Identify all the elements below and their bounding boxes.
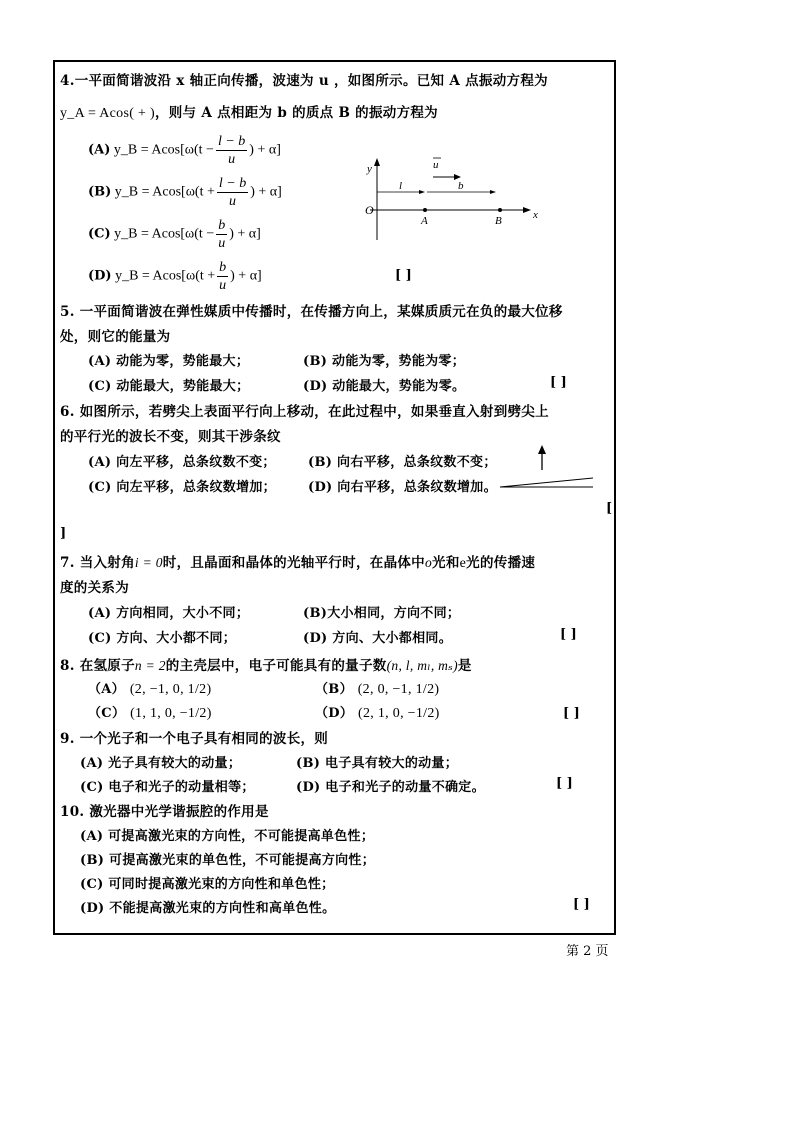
- q4-wave-diagram: [355, 150, 555, 250]
- b-arrowhead: [490, 190, 496, 194]
- wedge-top-plate: [500, 478, 593, 487]
- q6-line1: 6. 如图所示，若劈尖上表面平行向上移动，在此过程中，如果垂直入射到劈尖上: [60, 404, 549, 420]
- q7-line1: 7. 当入射角i = 0时，且晶面和晶体的光轴平行时，在晶体中o光和e光的传播速: [60, 555, 536, 571]
- upward-arrowhead: [538, 445, 546, 454]
- fraction: $\frac{b}{u}$: [218, 218, 226, 251]
- fraction: $\frac{l - b}{u}$: [218, 176, 247, 209]
- q9-option-c[interactable]: (C) 电子和光子的动量相等；: [80, 780, 255, 795]
- a-label: A: [421, 215, 428, 227]
- q7-option-c[interactable]: (C) 方向、大小都不同；: [88, 631, 237, 646]
- q5-option-d[interactable]: (D) 动能最大，势能为零。: [303, 379, 466, 394]
- q8-answer-bracket[interactable]: [ ]: [563, 706, 580, 721]
- q6-line2: 的平行光的波长不变，则其干涉条纹: [60, 429, 281, 445]
- q8-option-c[interactable]: （C） (1, 1, 0, −1/2): [88, 706, 212, 721]
- q5-line1: 5. 一平面简谐波在弹性媒质中传播时，在传播方向上，某媒质质元在负的最大位移: [60, 304, 563, 320]
- q4-option-c[interactable]: (C) y_B = Acos[ω(t − $\frac{b}{u}$ ) + α]: [88, 218, 261, 251]
- q7-answer-bracket[interactable]: [ ]: [560, 627, 577, 642]
- q9-option-b[interactable]: (B) 电子具有较大的动量；: [296, 756, 459, 771]
- q7-line2: 度的关系为: [60, 580, 129, 596]
- q4-option-b[interactable]: (B) y_B = Acos[ω(t + $\frac{l - b}{u}$ ) + α]: [88, 176, 282, 209]
- q10-line1: 10. 激光器中光学谐振腔的作用是: [60, 804, 269, 820]
- q6-option-d[interactable]: (D) 向右平移，总条纹数增加。: [308, 480, 497, 495]
- x-label: x: [533, 209, 538, 221]
- q7-option-d[interactable]: (D) 方向、大小都相同。: [303, 631, 453, 646]
- fraction: $\frac{b}{u}$: [219, 260, 227, 293]
- q4-line2-text: ，则与 A 点相距为 b 的质点 B 的振动方程为: [154, 105, 438, 121]
- e-ray: e: [459, 556, 467, 571]
- y-label: y: [367, 163, 372, 175]
- q9-answer-bracket[interactable]: [ ]: [556, 776, 573, 791]
- q5-line2: 处，则它的能量为: [60, 329, 171, 345]
- q5-option-b[interactable]: (B) 动能为零，势能为零；: [303, 354, 466, 369]
- q7-option-a[interactable]: (A) 方向相同，大小不同；: [88, 606, 250, 621]
- q10-option-b[interactable]: (B) 可提高激光束的单色性，不可能提高方向性；: [80, 853, 376, 868]
- u-label: u: [433, 159, 439, 171]
- l-label: l: [399, 180, 403, 192]
- q9-option-d[interactable]: (D) 电子和光子的动量不确定。: [296, 780, 485, 795]
- q10-option-a[interactable]: (A) 可提高激光束的方向性，不可能提高单色性；: [80, 829, 375, 844]
- q4-line1: 4.一平面简谐波沿 x 轴正向传播，波速为 u ，如图所示。已知 A 点振动方程为: [60, 73, 548, 89]
- q4-line2: [60, 101, 438, 122]
- fraction: $\frac{l - b}{u}$: [217, 134, 246, 167]
- q4-answer-bracket[interactable]: [ ]: [395, 268, 412, 283]
- q10-option-c[interactable]: (C) 可同时提高激光束的方向性和单色性；: [80, 877, 335, 892]
- point-a: [423, 208, 427, 212]
- q8-option-b[interactable]: （B） (2, 0, −1, 1/2): [315, 682, 440, 697]
- q6-bracket-open[interactable]: [: [606, 501, 613, 516]
- q4-option-a[interactable]: (A) y_B = Acos[ω(t − $\frac{l - b}{u}$ ) + α]: [88, 134, 281, 167]
- b-label: b: [458, 180, 464, 192]
- q4-option-d[interactable]: (D) y_B = Acos[ω(t + $\frac{b}{u}$ ) + α]: [88, 260, 262, 293]
- q10-answer-bracket[interactable]: [ ]: [573, 897, 590, 912]
- l-arrowhead: [419, 190, 425, 194]
- y-axis-arrow: [374, 158, 380, 166]
- q9-line1: 9. 一个光子和一个电子具有相同的波长，则: [60, 731, 329, 747]
- q8-line1: 8. 在氢原子n = 2的主壳层中，电子可能具有的量子数(n, l, mₗ, mₛ)是: [60, 658, 472, 674]
- origin-label: O: [365, 203, 374, 217]
- b-point-label: B: [495, 215, 502, 227]
- q6-wedge-diagram: [495, 440, 600, 495]
- quantum-numbers: (n, l, mₗ, mₛ): [386, 658, 458, 673]
- q10-option-d[interactable]: (D) 不能提高激光束的方向性和高单色性。: [80, 901, 336, 916]
- q5-option-c[interactable]: (C) 动能最大，势能最大；: [88, 379, 250, 394]
- q8-option-d[interactable]: （D） (2, 1, 0, −1/2): [315, 706, 440, 721]
- incidence-angle: i = 0: [134, 555, 163, 570]
- o-ray: o: [424, 555, 433, 570]
- x-axis-arrow: [523, 207, 531, 213]
- principal-quantum-number: n = 2: [134, 658, 166, 673]
- q7-option-b[interactable]: (B)大小相同，方向不同；: [303, 606, 461, 621]
- q6-bracket-close[interactable]: ]: [60, 526, 67, 541]
- point-b: [498, 208, 502, 212]
- q5-option-a[interactable]: (A) 动能为零，势能最大；: [88, 354, 250, 369]
- q8-option-a[interactable]: （A） (2, −1, 0, 1/2): [88, 682, 212, 697]
- q6-option-a[interactable]: (A) 向左平移，总条纹数不变；: [88, 455, 276, 470]
- q4-ya-equation: y_A = Acos( + ): [60, 106, 155, 121]
- q9-option-a[interactable]: (A) 光子具有较大的动量；: [80, 756, 242, 771]
- page-number: 第 2 页: [566, 944, 609, 959]
- q5-answer-bracket[interactable]: [ ]: [550, 375, 567, 390]
- q6-option-b[interactable]: (B) 向右平移，总条纹数不变；: [308, 455, 497, 470]
- q6-option-c[interactable]: (C) 向左平移，总条纹数增加；: [88, 480, 276, 495]
